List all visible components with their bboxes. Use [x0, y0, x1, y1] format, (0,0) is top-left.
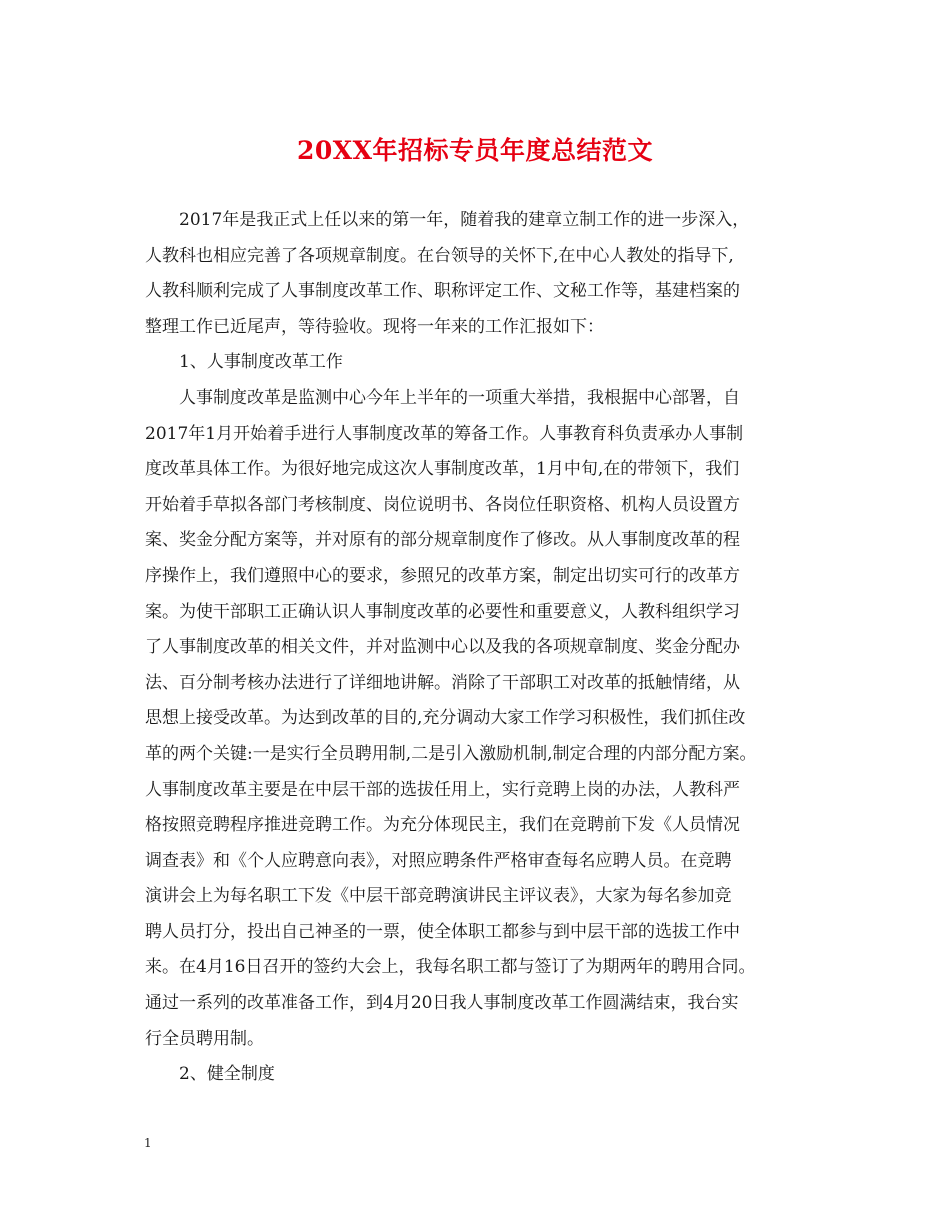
body-line: 了人事制度改革的相关文件，并对监测中心以及我的各项规章制度、奖金分配办: [145, 637, 740, 658]
body-line: 法、百分制考核办法进行了详细地讲解。消除了干部职工对改革的抵触情绪，从: [145, 672, 740, 693]
body-line: 整理工作已近尾声，等待验收。现将一年来的工作汇报如下：: [145, 316, 604, 337]
body-line: 案。为使干部职工正确认识人事制度改革的必要性和重要意义，人教科组织学习: [145, 601, 740, 622]
body-line: 革的两个关键:一是实行全员聘用制,二是引入激励机制,制定合理的内部分配方案。: [145, 743, 757, 764]
body-line: 来。在4月16日召开的签约大会上，我每名职工都与签订了为期两年的聘用合同。: [145, 957, 756, 978]
page-number: 1: [144, 1136, 152, 1150]
document-body: [145, 203, 815, 1093]
document-title: 20XX年招标专员年度总结范文: [296, 136, 654, 165]
body-line: 格按照竞聘程序推进竞聘工作。为充分体现民主，我们在竞聘前下发《人员情况: [145, 815, 740, 836]
body-line: 序操作上，我们遵照中心的要求，参照兄的改革方案，制定出切实可行的改革方: [145, 565, 740, 586]
body-line: 调查表》和《个人应聘意向表》，对照应聘条件严格审查每名应聘人员。在竞聘: [145, 850, 732, 871]
body-line: 人事制度改革主要是在中层干部的选拔任用上，实行竞聘上岗的办法，人教科严: [145, 779, 740, 800]
body-line: 2017年是我正式上任以来的第一年，随着我的建章立制工作的进一步深入，: [145, 210, 750, 230]
body-line: 思想上接受改革。为达到改革的目的,充分调动大家工作学习积极性，我们抓住改: [145, 708, 746, 729]
body-line: 人事制度改革是监测中心今年上半年的一项重大举措，我根据中心部署，自: [145, 387, 740, 408]
body-line: 演讲会上为每名职工下发《中层干部竞聘演讲民主评议表》，大家为每名参加竞: [145, 886, 732, 907]
body-line: 2017年1月开始着手进行人事制度改革的筹备工作。人事教育科负责承办人事制: [145, 423, 744, 444]
body-line: 人教科顺利完成了人事制度改革工作、职称评定工作、文秘工作等，基建档案的: [145, 281, 740, 302]
body-line: 行全员聘用制。: [145, 1028, 264, 1049]
body-line: 开始着手草拟各部门考核制度、岗位说明书、各岗位任职资格、机构人员设置方: [145, 494, 740, 515]
body-line: 人教科也相应完善了各项规章制度。在台领导的关怀下,在中心人教处的指导下,: [145, 245, 734, 266]
body-line: 聘人员打分，投出自己神圣的一票，使全体职工都参与到中层干部的选拔工作中: [145, 921, 740, 942]
section-heading: 1、人事制度改革工作: [145, 352, 343, 373]
section-heading: 2、健全制度: [145, 1064, 275, 1085]
body-line: 案、奖金分配方案等，并对原有的部分规章制度作了修改。从人事制度改革的程: [145, 530, 740, 551]
body-line: 度改革具体工作。为很好地完成这次人事制度改革，1月中旬,在的带领下，我们: [145, 459, 740, 480]
body-line: 通过一系列的改革准备工作，到4月20日我人事制度改革工作圆满结束，我台实: [145, 993, 739, 1014]
